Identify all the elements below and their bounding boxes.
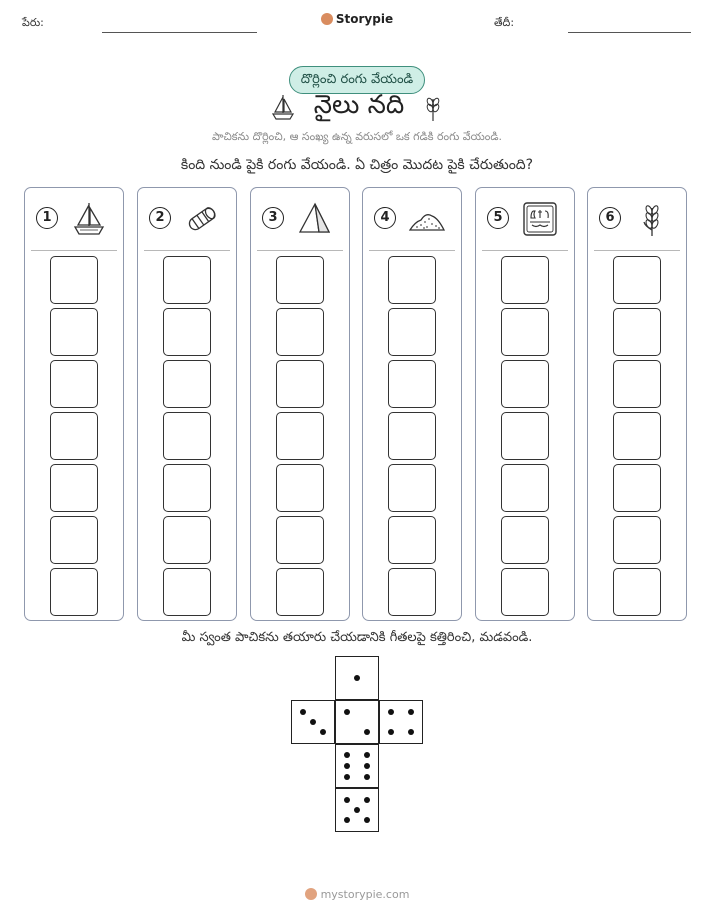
- color-box[interactable]: [163, 308, 211, 356]
- pip: [344, 774, 350, 780]
- color-box[interactable]: [501, 256, 549, 304]
- subtitle: పాచికను దొర్లించి, ఆ సంఖ్య ఉన్న వరుసలో ఒక గడికి రంగు వేయండి.: [212, 130, 502, 143]
- column-number: 3: [262, 207, 284, 229]
- color-box[interactable]: [388, 412, 436, 460]
- activity-badge: దొర్లించి రంగు వేయండి: [289, 66, 425, 94]
- color-box[interactable]: [163, 412, 211, 460]
- instruction: కింది నుండి పైకి రంగు వేయండి. ఏ చిత్రం మొదట పైకి చేరుతుంది?: [180, 157, 534, 173]
- bear-logo-icon: [305, 888, 317, 900]
- color-box[interactable]: [276, 360, 324, 408]
- pip: [320, 729, 326, 735]
- color-box[interactable]: [613, 516, 661, 564]
- color-box[interactable]: [388, 256, 436, 304]
- color-box[interactable]: [163, 256, 211, 304]
- color-box[interactable]: [388, 516, 436, 564]
- pip: [364, 817, 370, 823]
- column-number: 6: [599, 207, 621, 229]
- column-2: [137, 187, 237, 621]
- pip: [364, 752, 370, 758]
- color-box[interactable]: [50, 464, 98, 512]
- column-number: 4: [374, 207, 396, 229]
- color-box[interactable]: [50, 308, 98, 356]
- color-box[interactable]: [613, 360, 661, 408]
- color-box[interactable]: [50, 256, 98, 304]
- pyramid-icon: [295, 200, 335, 238]
- die-face-2: [335, 700, 379, 744]
- wheat-icon: [423, 93, 443, 123]
- pip: [354, 675, 360, 681]
- pip: [300, 709, 306, 715]
- column-header: [482, 188, 568, 251]
- color-box[interactable]: [276, 412, 324, 460]
- pip: [408, 709, 414, 715]
- sailboat-icon: [271, 93, 295, 123]
- pip: [310, 719, 316, 725]
- cut-instruction: మీ స్వంత పాచికను తయారు చేయడానికి గీతలపై కత్తిరించి, మడవండి.: [181, 630, 533, 645]
- color-box[interactable]: [388, 360, 436, 408]
- color-box[interactable]: [50, 568, 98, 616]
- column-3: [250, 187, 350, 621]
- color-box[interactable]: [276, 464, 324, 512]
- column-header: [369, 188, 455, 251]
- date-label: తేదీ:: [494, 16, 515, 29]
- column-number: 2: [149, 207, 171, 229]
- bear-logo-icon: [321, 13, 333, 25]
- color-box[interactable]: [50, 360, 98, 408]
- die-face-6: [335, 744, 379, 788]
- pip: [408, 729, 414, 735]
- date-line[interactable]: [568, 32, 691, 33]
- color-box[interactable]: [613, 464, 661, 512]
- name-label: పేరు:: [22, 16, 44, 29]
- column-header: [31, 188, 117, 251]
- column-1: [24, 187, 124, 621]
- color-box[interactable]: [276, 568, 324, 616]
- wheat-icon: [632, 200, 672, 238]
- color-box[interactable]: [276, 256, 324, 304]
- brand-logo: Storypie: [0, 12, 714, 26]
- color-box[interactable]: [501, 568, 549, 616]
- pip: [354, 807, 360, 813]
- color-box[interactable]: [388, 568, 436, 616]
- pip: [344, 709, 350, 715]
- column-5: [475, 187, 575, 621]
- pip: [364, 797, 370, 803]
- color-box[interactable]: [163, 464, 211, 512]
- color-box[interactable]: [50, 412, 98, 460]
- color-box[interactable]: [163, 516, 211, 564]
- color-box[interactable]: [388, 308, 436, 356]
- pip: [364, 729, 370, 735]
- color-box[interactable]: [613, 568, 661, 616]
- column-header: [594, 188, 680, 251]
- pip: [364, 774, 370, 780]
- pip: [388, 729, 394, 735]
- color-box[interactable]: [50, 516, 98, 564]
- title-row: [0, 90, 714, 126]
- color-box[interactable]: [613, 412, 661, 460]
- die-face-4: [379, 700, 423, 744]
- die-face-5: [335, 788, 379, 832]
- color-box[interactable]: [613, 256, 661, 304]
- column-header: [144, 188, 230, 251]
- color-box[interactable]: [276, 516, 324, 564]
- column-number: 5: [487, 207, 509, 229]
- scroll-icon: [182, 200, 222, 238]
- page-title: నైలు నది: [313, 90, 405, 120]
- footer-url: mystorypie.com: [320, 888, 410, 901]
- name-line[interactable]: [102, 32, 257, 33]
- column-6: [587, 187, 687, 621]
- footer: [0, 888, 714, 901]
- pip: [344, 763, 350, 769]
- color-box[interactable]: [501, 308, 549, 356]
- color-box[interactable]: [276, 308, 324, 356]
- die-face-1: [335, 656, 379, 700]
- color-box[interactable]: [501, 412, 549, 460]
- column-header: [257, 188, 343, 251]
- color-box[interactable]: [501, 360, 549, 408]
- color-box[interactable]: [613, 308, 661, 356]
- color-box[interactable]: [388, 464, 436, 512]
- sand-pile-icon: [407, 200, 447, 238]
- pip: [344, 752, 350, 758]
- sailboat-icon: [69, 200, 109, 238]
- pip: [388, 709, 394, 715]
- color-box[interactable]: [501, 516, 549, 564]
- column-number: 1: [36, 207, 58, 229]
- pip: [344, 797, 350, 803]
- die-face-3: [291, 700, 335, 744]
- pip: [344, 817, 350, 823]
- column-4: [362, 187, 462, 621]
- color-box[interactable]: [163, 568, 211, 616]
- color-box[interactable]: [501, 464, 549, 512]
- pip: [364, 763, 370, 769]
- hieroglyph-tablet-icon: [520, 200, 560, 238]
- color-box[interactable]: [163, 360, 211, 408]
